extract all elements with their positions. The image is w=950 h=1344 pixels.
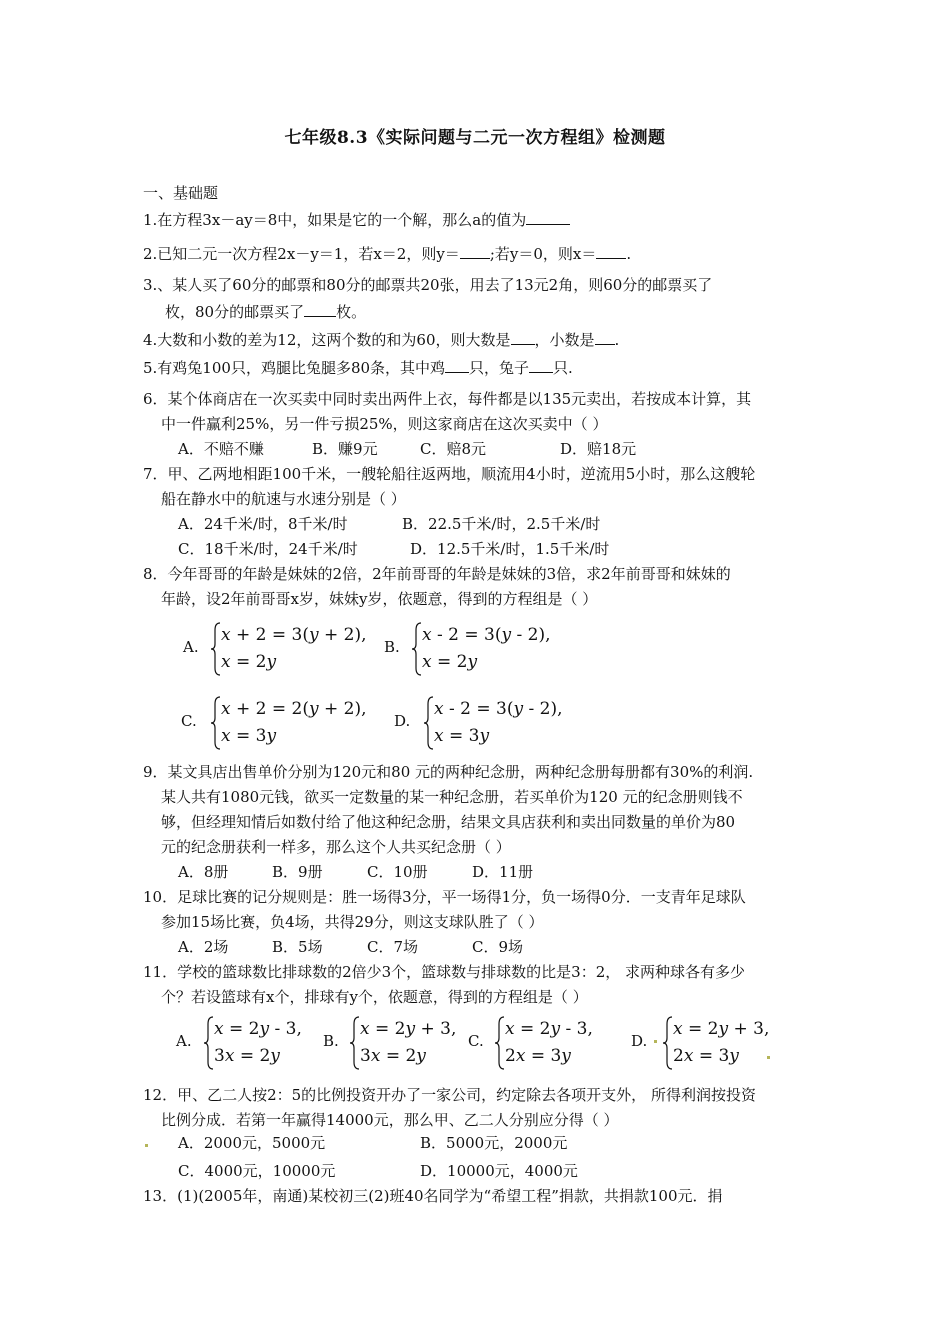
option-b: B．9册 bbox=[272, 863, 323, 881]
equation-line: x = 2y bbox=[422, 652, 478, 672]
option-c: C．10册 bbox=[367, 863, 428, 881]
option-d: D．11册 bbox=[472, 863, 534, 881]
brace-icon bbox=[424, 696, 434, 750]
brace-icon bbox=[350, 1016, 360, 1070]
option-c: C．18千米/时，24千米/时 bbox=[178, 540, 358, 558]
stray-mark bbox=[767, 1056, 770, 1059]
question-4: 4.大数和小数的差为12，这两个数的和为60，则大数是 ，小数是 . bbox=[143, 331, 620, 349]
question-6-line-1: 6．某个体商店在一次买卖中同时卖出两件上衣，每件都是以135元卖出，若按成本计算，其 bbox=[143, 390, 752, 408]
stray-mark bbox=[654, 1040, 657, 1043]
option-c: C．赔8元 bbox=[420, 440, 487, 458]
question-12-line-1: 12．甲、乙二人按2：5的比例投资开办了一家公司，约定除去各项开支外， 所得利润按投资 bbox=[143, 1086, 756, 1104]
equation-system-d: D. x = 2y + 3, 2x = 3y bbox=[631, 1016, 781, 1072]
brace-icon bbox=[663, 1016, 673, 1070]
brace-icon bbox=[204, 1016, 214, 1070]
brace-icon bbox=[495, 1016, 505, 1070]
equation-line: x - 2 = 3(y - 2), bbox=[422, 625, 551, 645]
option-c: C．4000元，10000元 bbox=[178, 1162, 336, 1180]
answer-blank bbox=[445, 358, 469, 373]
option-d: C．9场 bbox=[472, 938, 524, 956]
answer-blank bbox=[595, 330, 615, 345]
option-b: B．5000元，2000元 bbox=[420, 1134, 568, 1152]
brace-icon bbox=[211, 696, 221, 750]
equation-line: x = 3y bbox=[434, 726, 490, 746]
equation-system-b: B. x - 2 = 3(y - 2), x = 2y bbox=[384, 622, 584, 678]
question-8-line-2: 年龄，设2年前哥哥x岁，妹妹y岁，依题意，得到的方程组是（ ） bbox=[161, 590, 598, 608]
question-9-line-2: 某人共有1080元钱，欲买一定数量的某一种纪念册，若买单价为120 元的纪念册则钱不 bbox=[161, 788, 743, 806]
option-a: A．24千米/时，8千米/时 bbox=[178, 515, 348, 533]
question-10-line-1: 10．足球比赛的记分规则是：胜一场得3分，平一场得1分，负一场得0分．一支青年足球队 bbox=[143, 888, 746, 906]
option-d: D．赔18元 bbox=[560, 440, 637, 458]
option-d: D．12.5千米/时，1.5千米/时 bbox=[410, 540, 610, 558]
answer-blank bbox=[460, 244, 490, 259]
answer-blank bbox=[526, 210, 570, 225]
question-7-line-2: 船在静水中的航速与水速分别是（ ） bbox=[161, 490, 406, 508]
answer-blank bbox=[529, 358, 553, 373]
question-12-line-2: 比例分成．若第一年赢得14000元，那么甲、乙二人分别应分得（ ） bbox=[161, 1111, 619, 1129]
equation-line: x + 2 = 3(y + 2), bbox=[221, 625, 367, 645]
question-11-line-1: 11．学校的篮球数比排球数的2倍少3个，篮球数与排球数的比是3：2， 求两种球各有多少 bbox=[143, 963, 746, 981]
equation-line: x = 2y - 3, bbox=[505, 1019, 593, 1039]
equation-system-b: B. x = 2y + 3, 3x = 2y bbox=[323, 1016, 473, 1072]
equation-line: 3x = 2y bbox=[214, 1046, 280, 1066]
answer-blank bbox=[304, 302, 336, 317]
question-8-line-1: 8．今年哥哥的年龄是妹妹的2倍，2年前哥哥的年龄是妹妹的3倍，求2年前哥哥和妹妹的 bbox=[143, 565, 731, 583]
equation-line: x = 3y bbox=[221, 726, 277, 746]
question-5: 5.有鸡兔100只，鸡腿比兔腿多80条，其中鸡 只，兔子 只. bbox=[143, 359, 573, 377]
equation-system-a: A. x + 2 = 3(y + 2), x = 2y bbox=[183, 622, 383, 678]
option-b: B．赚9元 bbox=[312, 440, 378, 458]
question-13-line-1: 13．(1)(2005年，南通)某校初三(2)班40名同学为“希望工程”捐款，共捐款100元．捐 bbox=[143, 1187, 723, 1205]
question-6-line-2: 中一件赢利25%，另一件亏损25%，则这家商店在这次买卖中（ ） bbox=[161, 415, 608, 433]
answer-blank bbox=[511, 330, 535, 345]
option-a: A．不赔不赚 bbox=[178, 440, 264, 458]
question-2: 2.已知二元一次方程2x－y＝1，若x＝2，则y＝ ;若y＝0，则x＝ . bbox=[143, 245, 632, 263]
question-7-line-1: 7．甲、乙两地相距100千米，一艘轮船往返两地，顺流用4小时，逆流用5小时，那么这艘轮 bbox=[143, 465, 756, 483]
equation-line: x - 2 = 3(y - 2), bbox=[434, 699, 563, 719]
equation-line: x = 2y - 3, bbox=[214, 1019, 302, 1039]
question-3-line-2: 枚，80分的邮票买了 枚。 bbox=[165, 303, 367, 321]
question-9-line-1: 9．某文具店出售单价分别为120元和80 元的两种纪念册，两种纪念册每册都有30%的利润. bbox=[143, 763, 754, 781]
equation-system-c: C. x + 2 = 2(y + 2), x = 3y bbox=[181, 696, 381, 752]
brace-icon bbox=[412, 622, 422, 676]
page-title: 七年级8.3《实际问题与二元一次方程组》检测题 bbox=[284, 128, 666, 148]
answer-blank bbox=[596, 244, 626, 259]
equation-line: x = 2y bbox=[221, 652, 277, 672]
brace-icon bbox=[211, 622, 221, 676]
equation-line: 2x = 3y bbox=[673, 1046, 739, 1066]
stray-mark bbox=[145, 1144, 148, 1147]
option-a: A．8册 bbox=[178, 863, 229, 881]
option-a: A．2000元，5000元 bbox=[178, 1134, 326, 1152]
equation-line: x = 2y + 3, bbox=[360, 1019, 457, 1039]
question-11-line-2: 个？若设篮球有x个，排球有y个，依题意，得到的方程组是（ ） bbox=[161, 988, 588, 1006]
option-a: A．2场 bbox=[178, 938, 229, 956]
option-b: B．22.5千米/时，2.5千米/时 bbox=[402, 515, 601, 533]
question-1: 1.在方程3x－ay＝8中，如果是它的一个解，那么a的值为 bbox=[143, 210, 570, 230]
option-c: C．7场 bbox=[367, 938, 419, 956]
question-9-line-4: 元的纪念册获利一样多，那么这个人共买纪念册（ ） bbox=[161, 838, 511, 856]
equation-system-d: D. x - 2 = 3(y - 2), x = 3y bbox=[394, 696, 594, 752]
option-d: D．10000元，4000元 bbox=[420, 1162, 578, 1180]
question-10-line-2: 参加15场比赛，负4场，共得29分，则这支球队胜了（ ） bbox=[161, 913, 544, 931]
equation-line: x + 2 = 2(y + 2), bbox=[221, 699, 367, 719]
equation-system-c: C. x = 2y - 3, 2x = 3y bbox=[468, 1016, 618, 1072]
option-b: B．5场 bbox=[272, 938, 323, 956]
equation-line: 2x = 3y bbox=[505, 1046, 571, 1066]
equation-line: x = 2y + 3, bbox=[673, 1019, 770, 1039]
equation-system-a: A. x = 2y - 3, 3x = 2y bbox=[176, 1016, 326, 1072]
question-9-line-3: 够，但经理知情后如数付给了他这种纪念册，结果文具店获利和卖出同数量的单价为80 bbox=[161, 813, 736, 831]
question-3-line-1: 3.、某人买了60分的邮票和80分的邮票共20张，用去了13元2角，则60分的邮票买了 bbox=[143, 276, 713, 294]
section-heading: 一、基础题 bbox=[143, 184, 219, 202]
equation-line: 3x = 2y bbox=[360, 1046, 426, 1066]
